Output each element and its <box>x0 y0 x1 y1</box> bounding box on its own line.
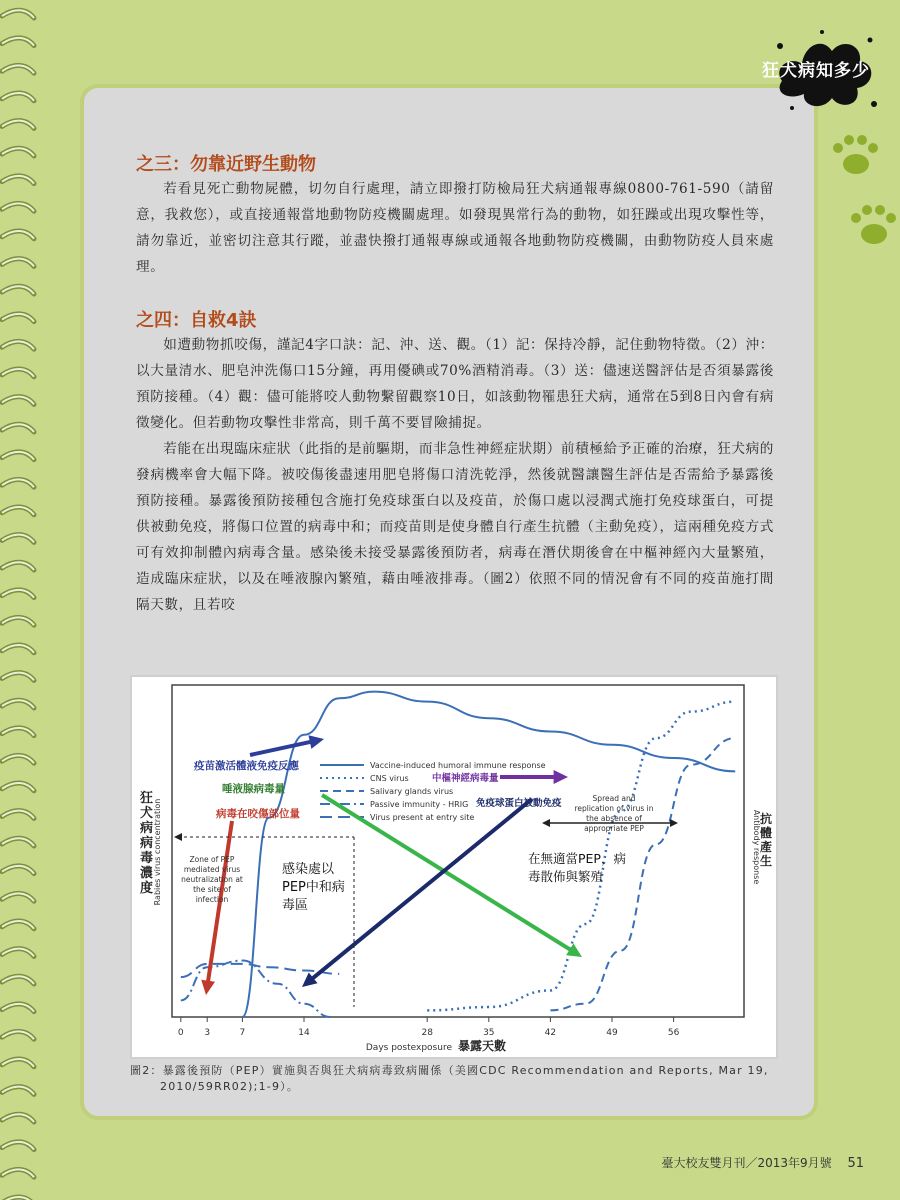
y-axis-label-left-zh-char: 毒 <box>140 851 154 866</box>
legend-label: Vaccine-induced humoral immune response <box>370 761 546 770</box>
legend-label: Salivary glands virus <box>370 787 454 796</box>
x-tick-label: 0 <box>177 1028 184 1038</box>
x-tick-label: 49 <box>606 1028 618 1038</box>
legend-label-zh: 病毒在咬傷部位量 <box>216 808 300 820</box>
x-tick-label: 28 <box>421 1028 433 1038</box>
zone-annotation-line: infection <box>195 895 229 904</box>
section-title: 之四：自救4訣 <box>136 310 257 331</box>
spread-annotation-zh: 在無適當PEP，病 <box>528 851 626 866</box>
figure-caption <box>130 1063 780 1095</box>
spread-annotation-line: replication of virus in <box>574 804 654 813</box>
journal-name: 臺大校友雙月刊／2013年9月號 <box>661 1156 832 1170</box>
spread-arrow-right <box>670 819 678 827</box>
x-tick-label: 3 <box>204 1028 211 1038</box>
zone-annotation-zh: 感染處以 <box>282 862 335 877</box>
x-axis-label: Days postexposure <box>365 1043 452 1053</box>
caption-line: 2010/59RR02);1-9）。 <box>160 1080 300 1093</box>
arrow-passive <box>313 799 532 978</box>
y-axis-label-left-zh-char: 度 <box>140 881 154 896</box>
spread-annotation-line: the absence of <box>586 814 642 823</box>
legend-label-zh: 中樞神經病毒量 <box>432 773 499 784</box>
x-tick-label: 35 <box>483 1028 495 1038</box>
legend-label-zh: 疫苗激活體液免疫反應 <box>194 760 299 772</box>
legend-label-zh: 免疫球蛋白被動免疫 <box>476 798 562 809</box>
section-title: 之三：勿靠近野生動物 <box>136 154 316 175</box>
paragraph: 若能在出現臨床症狀（此指的是前驅期，而非急性神經症狀期）前積極給予正確的治療，狂犬病的發病機率會大幅下降。被咬傷後盡速用肥皂將傷口清洗乾淨，然後就醫讓醫生評估是否需給予暴露後預防接種。暴露後預防接種包含施打免疫球蛋白以及疫苗，於傷口處以浸潤式施打免疫球蛋白，可提供被動免疫，將傷口位置的病毒中和；而疫苗則是使身體自行產生抗體（主動免疫），這兩種免疫方式可有效抑制體內病毒含量。感染後未接受暴露後預防者，病毒在潛伏期後會在中樞神經內大量繁殖，造成臨床症狀，以及在唾液腺內繁殖，藉由唾液排毒。（圖2）依照不同的情況會有不同的疫苗施打間隔天數，且若咬 <box>136 441 774 613</box>
paragraph: 若看見死亡動物屍體，切勿自行處理，請立即撥打防檢局狂犬病通報專線0800-761-590（請留意，我救您），或直接通報當地動物防疫機關處理。如發現異常行為的動物，如狂躁或出現攻擊性等，請勿靠近，並密切注意其行蹤，並盡快撥打通報專線或通報各地動物防疫機關，由動物防疫人員來處理。 <box>136 181 774 275</box>
y-axis-label-left-zh-char: 狂 <box>140 791 154 806</box>
x-axis-label-zh: 暴露天數 <box>458 1039 507 1053</box>
spread-annotation-line: appropriate PEP <box>584 824 644 833</box>
zone-arrow-head <box>174 833 182 841</box>
arrow-vaccine <box>250 742 310 755</box>
page-footer <box>661 1154 864 1171</box>
arrow-cns-head <box>554 770 568 784</box>
brand-title: 狂犬病知多少 <box>762 61 870 81</box>
section-body <box>136 176 774 280</box>
paragraph: 如遭動物抓咬傷，謹記4字口訣：記、沖、送、觀。（1）記：保持冷靜，記住動物特徵。（2）沖：以大量清水、肥皂沖洗傷口15分鐘，再用優碘或70%酒精消毒。（3）送：儘速送醫評估是否須暴露後預防接種。（4）觀：儘可能將咬人動物繫留觀察10日，如該動物罹患狂犬病，通常在5到8日內會有病徵變化。但若動物攻擊性非常高，則千萬不要冒險捕捉。 <box>136 337 774 431</box>
x-tick-label: 56 <box>667 1028 680 1038</box>
pep-chart <box>132 677 776 1057</box>
legend-label: Passive immunity - HRIG <box>370 800 469 809</box>
x-tick-label: 14 <box>298 1028 310 1038</box>
spread-arrow-left <box>542 819 550 827</box>
y-axis-label-left-zh-char: 犬 <box>140 806 154 821</box>
zone-annotation-line: neutralization at <box>181 875 243 884</box>
spread-annotation-line: Spread and <box>592 794 636 803</box>
spread-annotation-zh: 毒散佈與繁殖 <box>528 869 604 884</box>
zone-annotation-zh: 毒區 <box>282 898 309 913</box>
zone-annotation-line: Zone of PEP <box>189 855 235 864</box>
page-number: 51 <box>847 1156 864 1171</box>
x-tick-label: 7 <box>239 1028 246 1038</box>
y-axis-label-left-zh-char: 病 <box>140 821 154 836</box>
y-axis-label-right: Antibody response <box>752 809 761 885</box>
arrow-entry-head <box>201 980 215 995</box>
section-body <box>136 332 774 618</box>
legend-label: Virus present at entry site <box>370 813 475 822</box>
plot-frame <box>172 685 744 1017</box>
paw-print-icon <box>816 132 900 262</box>
y-axis-label-left-zh-char: 濃 <box>140 866 154 881</box>
y-axis-label-left: Rabies virus concentration <box>153 798 162 906</box>
x-tick-label: 42 <box>544 1028 557 1038</box>
y-axis-label-right-zh-char: 產 <box>760 840 773 854</box>
y-axis-label-right-zh-char: 生 <box>760 854 773 868</box>
caption-line: 圖2：暴露後預防（PEP）實施與否與狂犬病病毒致病關係（美國CDC Recommendation and Reports, Mar 19, <box>130 1064 769 1077</box>
figure-pep-chart <box>130 675 778 1059</box>
zone-annotation-zh: PEP中和病 <box>282 880 345 895</box>
y-axis-label-right-zh-char: 體 <box>760 826 773 840</box>
y-axis-label-left-zh-char: 病 <box>140 836 154 851</box>
legend-label: CNS virus <box>370 774 409 783</box>
zone-annotation-line: mediated virus <box>183 865 241 874</box>
series-line-3 <box>181 961 331 1017</box>
legend-label-zh: 唾液腺病毒量 <box>222 783 285 795</box>
arrow-vaccine-head <box>308 735 324 749</box>
notebook-spiral <box>0 0 38 1200</box>
y-axis-label-right-zh-char: 抗 <box>760 812 773 826</box>
zone-annotation-line: the site of <box>193 885 231 894</box>
